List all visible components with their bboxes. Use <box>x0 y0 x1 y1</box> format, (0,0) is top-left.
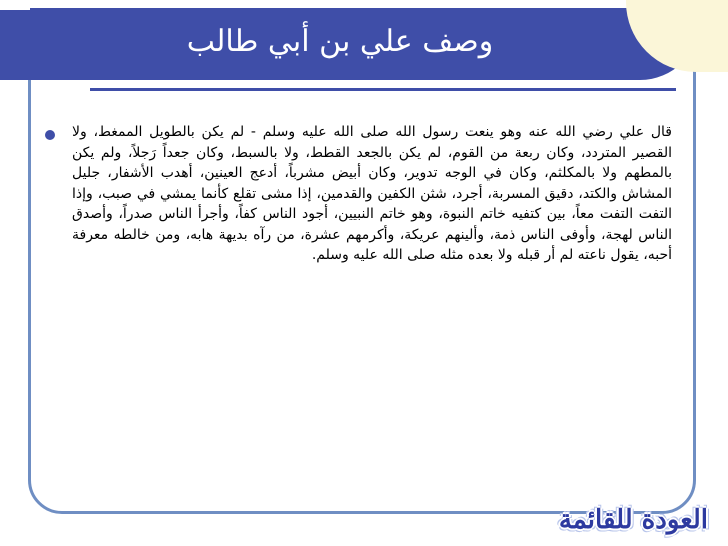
body-paragraph: قال علي رضي الله عنه وهو ينعت رسول الله صلى الله عليه وسلم - لم يكن بالطويل الممغط، ولا القصير المتردد، وكان ربعة من القوم، لم يكن بالجعد القطط، ولا بالسبط، وكان جعداً رَجلاً، ولم يكن بالمطهم ولا بالمكلثم، وكان في الوجه تدوير، وكان أبيض مشرباً، أدعج العينين، أهدب الأشفار، جليل المشاش والكتد، دقيق المسربة، أجرد، شثن الكفين والقدمين، إذا مشى تقلع كأنما يمشي في صبب، وإذا التفت التفت معاً، بين كتفيه خاتم النبوة، وهو خاتم النبيين، أجود الناس كفاً، وأجرأ الناس صدراً، وأصدق الناس لهجة، وأوفى الناس ذمة، وألينهم عريكة، وأكرمهم عشرة، من رآه بديهة هابه، ومن خالطه معرفة أحبه، يقول ناعته لم أر قبله ولا بعده مثله صلى الله عليه وسلم. <box>72 124 672 263</box>
title-underline <box>90 88 676 91</box>
slide-title: وصف علي بن أبي طالب <box>186 24 494 59</box>
back-to-menu-link[interactable]: العودة للقائمة <box>558 505 708 535</box>
title-corner-cut <box>0 0 30 10</box>
slide-frame <box>28 24 696 514</box>
bullet-icon <box>45 130 55 140</box>
